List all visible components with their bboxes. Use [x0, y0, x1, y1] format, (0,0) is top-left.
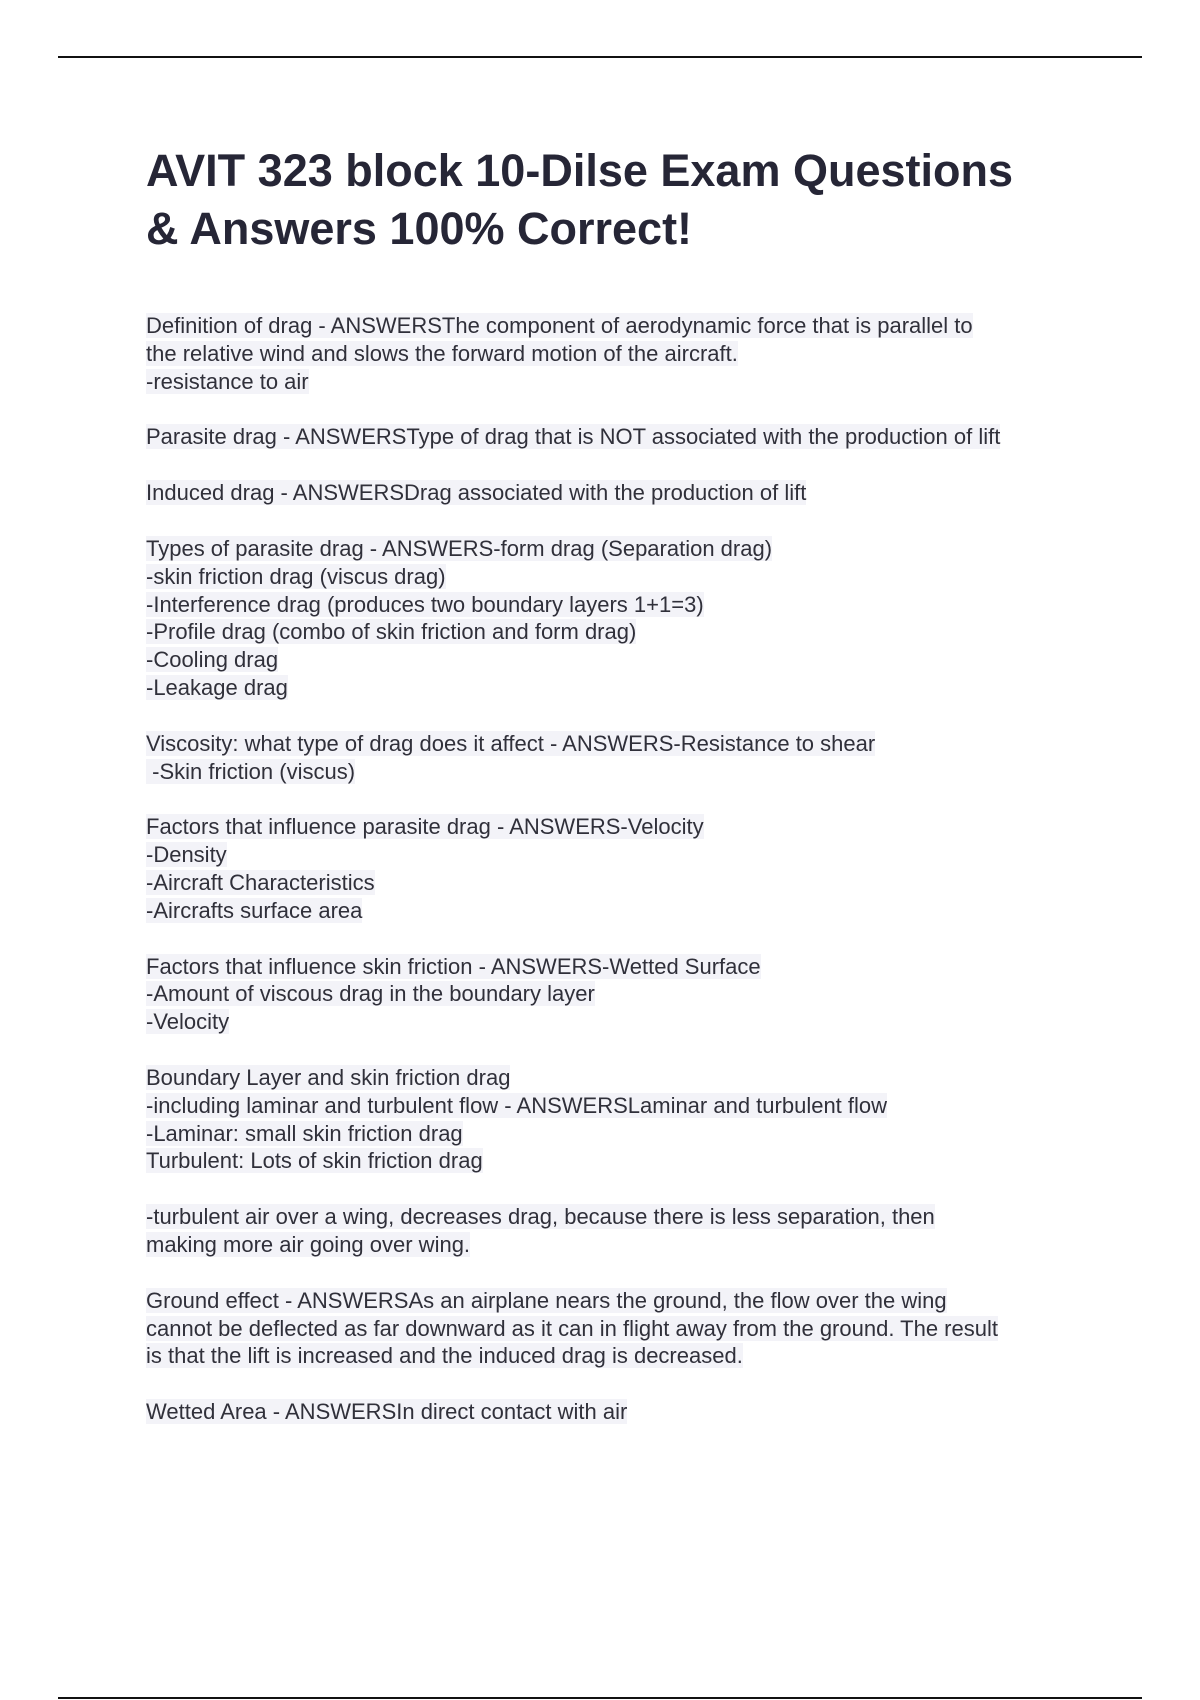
qa-line	[146, 340, 1096, 368]
qa-line	[146, 1315, 1096, 1343]
qa-line	[146, 312, 1096, 340]
qa-line	[146, 1147, 1096, 1175]
qa-entry	[146, 312, 1096, 395]
qa-line-text: -Cooling drag	[146, 647, 279, 673]
qa-line	[146, 368, 1096, 396]
qa-entry	[146, 1064, 1096, 1175]
qa-line-text: Viscosity: what type of drag does it affect - ANSWERS-Resistance to shear	[146, 730, 876, 756]
qa-line-text: -Density	[146, 842, 227, 868]
qa-line	[146, 897, 1096, 925]
qa-line	[146, 1287, 1096, 1315]
qa-line-text: Factors that influence parasite drag - ANSWERS-Velocity	[146, 814, 704, 840]
qa-line-text: -turbulent air over a wing, decreases drag, because there is less separation, then	[146, 1204, 935, 1230]
qa-line-text: cannot be deflected as far downward as it can in flight away from the ground. The result	[146, 1315, 998, 1341]
qa-line-text: Factors that influence skin friction - ANSWERS-Wetted Surface	[146, 953, 761, 979]
qa-line-text: -resistance to air	[146, 368, 309, 394]
qa-line-text: -including laminar and turbulent flow - ANSWERSLaminar and turbulent flow	[146, 1092, 888, 1118]
qa-entry	[146, 813, 1096, 924]
page-title	[146, 142, 1096, 258]
qa-line-text: the relative wind and slows the forward motion of the aircraft.	[146, 340, 738, 366]
qa-line	[146, 841, 1096, 869]
qa-line	[146, 423, 1096, 451]
qa-line-text: -Interference drag (produces two boundary layers 1+1=3)	[146, 591, 704, 617]
qa-line	[146, 646, 1096, 674]
page-title-line-2: & Answers 100% Correct!	[146, 203, 693, 254]
qa-line-text: -Leakage drag	[146, 674, 288, 700]
qa-line	[146, 1008, 1096, 1036]
qa-line	[146, 535, 1096, 563]
qa-line-text: -skin friction drag (viscus drag)	[146, 563, 446, 589]
qa-line	[146, 730, 1096, 758]
qa-entry	[146, 423, 1096, 451]
qa-entry	[146, 479, 1096, 507]
qa-line	[146, 1064, 1096, 1092]
qa-line	[146, 1398, 1096, 1426]
qa-list	[146, 312, 1096, 1426]
qa-entry	[146, 1398, 1096, 1426]
qa-line-text: -Laminar: small skin friction drag	[146, 1120, 463, 1146]
qa-line-text: -Skin friction (viscus)	[146, 758, 356, 784]
qa-line-text: Parasite drag - ANSWERSType of drag that is NOT associated with the production of lift	[146, 424, 1001, 450]
qa-line	[146, 1203, 1096, 1231]
qa-entry	[146, 730, 1096, 786]
qa-line-text: Turbulent: Lots of skin friction drag	[146, 1148, 483, 1174]
qa-line	[146, 618, 1096, 646]
qa-line-text: -Velocity	[146, 1009, 230, 1035]
qa-line	[146, 869, 1096, 897]
top-rule	[58, 56, 1142, 58]
qa-line	[146, 563, 1096, 591]
qa-line	[146, 674, 1096, 702]
qa-line	[146, 1231, 1096, 1259]
qa-entry	[146, 953, 1096, 1036]
qa-line-text: -Aircrafts surface area	[146, 897, 363, 923]
qa-entry	[146, 1287, 1096, 1370]
qa-line-text: Induced drag - ANSWERSDrag associated with the production of lift	[146, 480, 807, 506]
bottom-rule	[58, 1697, 1142, 1699]
qa-line	[146, 1120, 1096, 1148]
qa-line-text: Ground effect - ANSWERSAs an airplane nears the ground, the flow over the wing	[146, 1287, 947, 1313]
qa-line	[146, 1342, 1096, 1370]
qa-line	[146, 980, 1096, 1008]
qa-line-text: -Aircraft Characteristics	[146, 869, 375, 895]
qa-line	[146, 953, 1096, 981]
qa-line-text: Definition of drag - ANSWERSThe component of aerodynamic force that is parallel to	[146, 313, 973, 338]
qa-line-text: making more air going over wing.	[146, 1231, 471, 1257]
document-body	[146, 142, 1096, 1454]
qa-line-text: -Amount of viscous drag in the boundary layer	[146, 981, 595, 1007]
page-title-line-1: AVIT 323 block 10-Dilse Exam Questions	[146, 145, 1013, 196]
qa-line-text: Types of parasite drag - ANSWERS-form drag (Separation drag)	[146, 535, 773, 561]
qa-entry	[146, 1203, 1096, 1259]
qa-line	[146, 479, 1096, 507]
qa-line	[146, 1092, 1096, 1120]
qa-line-text: Wetted Area - ANSWERSIn direct contact with air	[146, 1399, 628, 1425]
qa-line	[146, 758, 1096, 786]
qa-line	[146, 813, 1096, 841]
qa-entry	[146, 535, 1096, 702]
qa-line-text: -Profile drag (combo of skin friction and form drag)	[146, 619, 637, 645]
qa-line	[146, 591, 1096, 619]
qa-line-text: Boundary Layer and skin friction drag	[146, 1064, 511, 1090]
qa-line-text: is that the lift is increased and the induced drag is decreased.	[146, 1343, 743, 1369]
